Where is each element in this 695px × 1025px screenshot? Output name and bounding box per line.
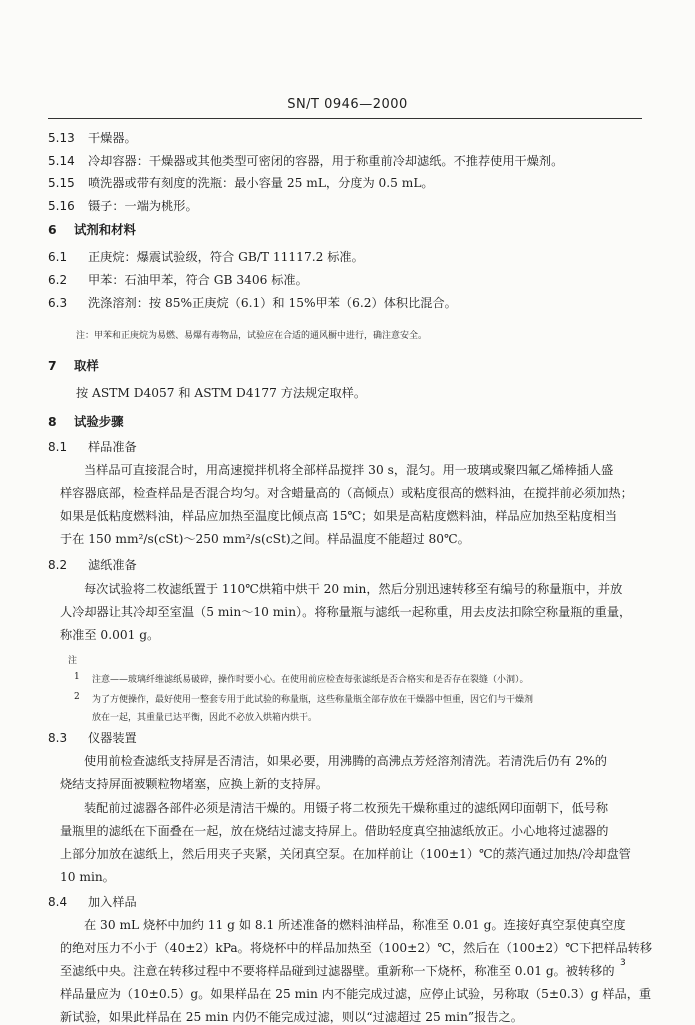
paragraph-line: 称准至 0.001 g。 bbox=[60, 628, 160, 642]
item-6-2: 6.2 甲苯：石油甲苯，符合 GB 3406 标准。 bbox=[48, 273, 308, 287]
note-number: 2 bbox=[74, 692, 80, 702]
subsection-8-2-heading: 8.2 滤纸准备 bbox=[48, 558, 137, 572]
item-5-16: 5.16 镊子：一端为桃形。 bbox=[48, 199, 198, 213]
note-text: 放在一起，其重量已达平衡，因此不必放入烘箱内烘干。 bbox=[92, 713, 318, 723]
item-5-13: 5.13 干燥器。 bbox=[48, 131, 137, 145]
section-6-heading: 6 试剂和材料 bbox=[48, 222, 136, 237]
paragraph-line: 人冷却器让其冷却至室温（5 min～10 min）。将称量瓶与滤纸一起称重，用去皮法扣除空称量瓶的重量， bbox=[60, 605, 632, 619]
item-6-1: 6.1 正庚烷：爆震试验级，符合 GB/T 11117.2 标准。 bbox=[48, 250, 364, 264]
paragraph-line: 使用前检查滤纸支持屏是否清洁，如果必要，用沸腾的高沸点芳烃溶剂清洗。若清洗后仍有 2%的 bbox=[84, 754, 607, 768]
paragraph-line: 量瓶里的滤纸在下面叠在一起，放在烧结过滤支持屏上。借助轻度真空抽滤纸放正。小心地将过滤器的 bbox=[60, 824, 609, 838]
paragraph-line: 当样品可直接混合时，用高速搅拌机将全部样品搅拌 30 s，混匀。用一玻璃或聚四氟乙烯棒插人盛 bbox=[84, 463, 614, 477]
subsection-8-3-heading: 8.3 仪器装置 bbox=[48, 731, 137, 745]
section-8-heading: 8 试验步骤 bbox=[48, 414, 124, 429]
note-text: 注意——玻璃纤维滤纸易破碎，操作时要小心。在使用前应检查每张滤纸是否合格实和是否存在裂缝（小洞）。 bbox=[92, 675, 529, 685]
paragraph-line: 烧结支持屏面被颗粒物堵塞，应换上新的支持屏。 bbox=[60, 777, 329, 791]
note-section-6: 注：甲苯和正庚烷为易燃、易爆有毒物品，试验应在合适的通风橱中进行，确注意安全。 bbox=[76, 331, 428, 341]
paragraph-line: 上部分加放在滤纸上，然后用夹子夹紧，关闭真空泵。在加样前让（100±1）℃的蒸汽通过加热/冷却盘管 bbox=[60, 847, 631, 861]
paragraph-line: 的绝对压力不小于（40±2）kPa。将烧杯中的样品加热至（100±2）℃，然后在（100±2）℃下把样品转移 bbox=[60, 941, 653, 955]
item-5-15: 5.15 喷洗器或带有刻度的洗瓶：最小容量 25 mL，分度为 0.5 mL。 bbox=[48, 176, 434, 190]
paragraph-line: 样品量应为（10±0.5）g。如果样品在 25 min 内不能完成过滤，应停止试验，另称取（5±0.3）g 样品，重 bbox=[60, 987, 652, 1001]
section-7-text: 按 ASTM D4057 和 ASTM D4177 方法规定取样。 bbox=[76, 386, 367, 400]
paragraph-line: 如果是低粘度燃料油，样品应加热至温度比倾点高 15℃；如果是高粘度燃料油，样品应加热至粘度相当 bbox=[60, 509, 618, 523]
note-text: 为了方便操作，最好使用一整套专用于此试验的称量瓶，这些称量瓶全部存放在干燥器中恒重，因它们与干燥剂 bbox=[92, 695, 534, 705]
subsection-8-4-heading: 8.4 加入样品 bbox=[48, 895, 137, 909]
note-label: 注 bbox=[68, 656, 78, 666]
section-7-heading: 7 取样 bbox=[48, 358, 99, 373]
note-number: 1 bbox=[74, 672, 80, 682]
paragraph-line: 每次试验将二枚滤纸置于 110℃烘箱中烘干 20 min，然后分别迅速转移至有编号的称量瓶中，并放 bbox=[84, 582, 623, 596]
item-6-3: 6.3 洗涤溶剂：按 85%正庚烷（6.1）和 15%甲苯（6.2）体积比混合。 bbox=[48, 296, 457, 310]
paragraph-line: 样容器底部，检查样品是否混合均匀。对含蜡量高的（高倾点）或粘度很高的燃料油，在搅拌前必须加热； bbox=[60, 486, 633, 500]
paragraph-line: 装配前过滤器各部件必须是清洁干燥的。用镊子将二枚预先干燥称重过的滤纸网印面朝下，低号称 bbox=[84, 801, 609, 815]
standard-header: SN/T 0946—2000 bbox=[287, 97, 408, 112]
header-rule bbox=[48, 118, 642, 119]
item-5-14: 5.14 冷却容器：干燥器或其他类型可密闭的容器，用于称重前冷却滤纸。不推荐使用干燥剂。 bbox=[48, 154, 564, 168]
paragraph-line: 新试验，如果此样品在 25 min 内仍不能完成过滤，则以“过滤超过 25 min”报告之。 bbox=[60, 1010, 523, 1024]
paragraph-line: 于在 150 mm²/s(cSt)～250 mm²/s(cSt)之间。样品温度不能超过 80℃。 bbox=[60, 532, 470, 546]
paragraph-line: 至滤纸中央。注意在转移过程中不要将样品碰到过滤器壁。重新称一下烧杯，称准至 0.01 g。被转移的 bbox=[60, 964, 615, 978]
paragraph-line: 10 min。 bbox=[60, 870, 115, 884]
paragraph-line: 在 30 mL 烧杯中加约 11 g 如 8.1 所述准备的燃料油样品，称准至 0.01 g。连接好真空泵使真空度 bbox=[84, 918, 626, 932]
page-number: 3 bbox=[620, 958, 626, 968]
subsection-8-1-heading: 8.1 样品准备 bbox=[48, 440, 137, 454]
